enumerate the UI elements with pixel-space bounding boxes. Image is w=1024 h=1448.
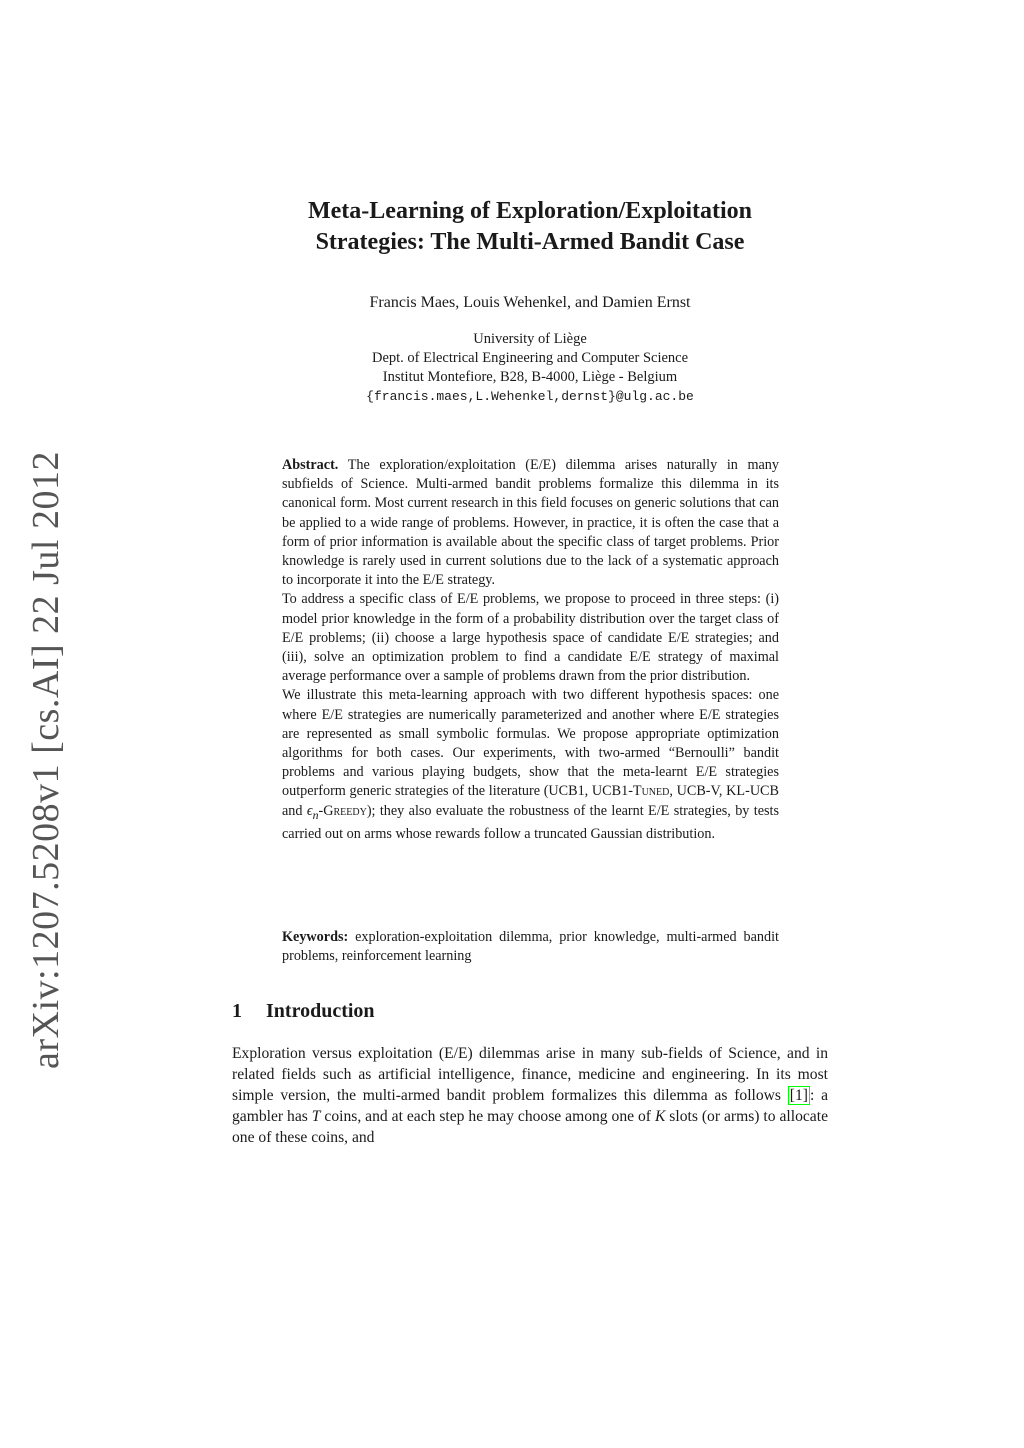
abstract-paragraph-2: To address a specific class of E/E problems, we propose to proceed in three steps: (i) model prior knowledge in the form of a probability distribution over the target class of E/E problems; (ii) choose a large hypothesis space of candidate E/E strategies; and (iii), solve an optimization problem to find a candidate E/E strategy of maximal average performance over a sample of problems drawn from the prior distribution. (282, 591, 779, 685)
intro-text-b: : a gambler has (232, 1087, 829, 1125)
section-number: 1 (232, 1000, 242, 1022)
intro-text-a: Exploration versus exploitation (E/E) dilemmas arise in many sub-fields of Science, and in related fields such as artificial intelligence, finance, medicine and engineering. In its most simple version, the multi-armed bandit problem formalizes this dilemma as follows (232, 1045, 828, 1104)
abstract-paragraph-1 (282, 456, 779, 590)
abstract-paragraph-3 (282, 686, 779, 843)
subscript-n: n (312, 807, 319, 822)
affiliation-email: {francis.maes,L.Wehenkel,dernst}@ulg.ac.be (366, 389, 694, 404)
greedy-smallcaps: Greedy (323, 802, 367, 819)
tuned-smallcaps: Tuned (632, 783, 670, 800)
authors: Francis Maes, Louis Wehenkel, and Damien Ernst (369, 294, 691, 311)
citation-link[interactable]: [1] (789, 1087, 808, 1104)
arxiv-identifier: arXiv:1207.5208v1 [cs.AI] 22 Jul 2012 (25, 451, 68, 1069)
paper-title (232, 196, 828, 258)
affiliation (232, 330, 828, 406)
title-line-1: Meta-Learning of Exploration/Exploitation (308, 198, 752, 224)
affiliation-department: Dept. of Electrical Engineering and Computer Science (371, 350, 689, 366)
intro-text-d: slots (or arms) to allocate one of these coins, and (232, 1108, 828, 1146)
abstract-label: Abstract. (282, 457, 339, 473)
variable-T: T (311, 1108, 321, 1125)
keywords-label: Keywords: (282, 929, 349, 945)
section-title: Introduction (266, 1000, 375, 1022)
introduction-paragraph (232, 1043, 828, 1148)
arxiv-sidebar (16, 451, 76, 1069)
variable-K: K (654, 1108, 666, 1125)
abstract-text-3b: , UCB-V, KL-UCB and (282, 783, 779, 819)
abstract-text-1: The exploration/exploitation (E/E) dilemma arises naturally in many subfields of Science. Multi-armed bandit problems formalize this dilemma in its canonical form. Most current research in this field focuses on generic solutions that can be applied to a wide range of problems. However, in practice, it is often the case that a form of prior information is available about the specific class of target problems. Prior knowledge is rarely used in current solutions due to the lack of a systematic approach to incorporate it into the E/E strategy. (282, 457, 779, 589)
hyphen: - (318, 802, 324, 819)
section-heading-introduction (232, 1000, 828, 1023)
title-line-2: Strategies: The Multi-Armed Bandit Case (315, 229, 745, 255)
affiliation-university: University of Liège (473, 331, 587, 347)
abstract (282, 456, 779, 844)
intro-text-c: coins, and at each step he may choose among one of (320, 1108, 655, 1125)
epsilon-symbol: ϵ (306, 802, 313, 819)
abstract-text-3d: ); they also evaluate the robustness of the learnt E/E strategies, by tests carried out on arms whose rewards follow a truncated Gaussian distribution. (282, 802, 779, 842)
keywords (282, 928, 779, 966)
affiliation-institute: Institut Montefiore, B28, B-4000, Liège - Belgium (382, 369, 678, 385)
abstract-text-3a: We illustrate this meta-learning approach with two different hypothesis spaces: one where E/E strategies are numerically parameterized and another where E/E strategies are represented as small symbolic formulas. We propose appropriate optimization algorithms for both cases. Our experiments, with two-armed “Bernoulli” bandit problems and various playing budgets, show that the meta-learnt E/E strategies outperform generic strategies of the literature (UCB1, UCB1- (282, 687, 779, 800)
keywords-text: exploration-exploitation dilemma, prior knowledge, multi-armed bandit problems, reinforcement learning (282, 929, 779, 965)
